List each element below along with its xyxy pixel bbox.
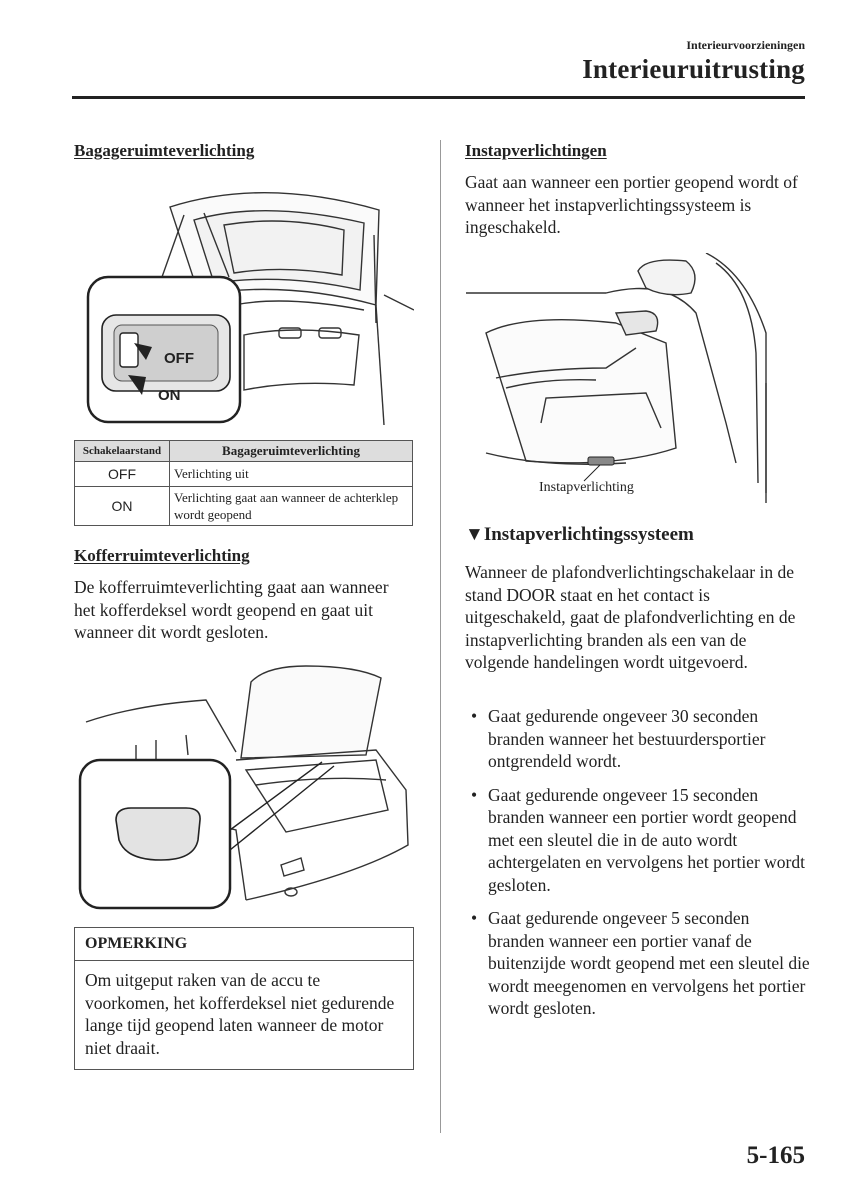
table-cell: ON bbox=[75, 487, 170, 526]
door-caption: Instapverlichting bbox=[539, 480, 634, 495]
list-item: • Gaat gedurende ongeveer 30 seconden branden wanneer het bestuurdersportier ontgrendeld wordt. bbox=[465, 705, 810, 773]
off-label: OFF bbox=[164, 350, 194, 367]
table-cell: Verlichting uit bbox=[170, 462, 413, 487]
table-row bbox=[75, 462, 413, 487]
note-box bbox=[74, 927, 414, 1070]
system-heading-row bbox=[465, 524, 694, 546]
note-text: Om uitgeput raken van de accu te voorkomen, het kofferdeksel niet gedurende lange tijd geopend laten wanneer de motor niet draait. bbox=[85, 970, 395, 1058]
switch-position-table bbox=[74, 440, 413, 526]
list-item: • Gaat gedurende ongeveer 15 seconden branden wanneer een portier wordt geopend met een sleutel die in de auto wordt achtergelaten en vervolgens het portier wordt gesloten. bbox=[465, 784, 810, 897]
entry-paragraph: Gaat aan wanneer een portier geopend wordt of wanneer het instapverlichtingssysteem is ingeschakeld. bbox=[465, 172, 798, 237]
table-cell: Verlichting gaat aan wanneer de achterklep wordt geopend bbox=[170, 487, 413, 526]
page-title: Interieuruitrusting bbox=[582, 54, 805, 84]
luggage-heading: Bagageruimteverlichting bbox=[74, 141, 255, 160]
trunk-light-illustration bbox=[76, 660, 416, 910]
triangle-down-icon: ▼ bbox=[465, 524, 484, 545]
on-label: ON bbox=[158, 387, 181, 404]
trunk-paragraph: De kofferruimteverlichting gaat aan wanneer het kofferdeksel wordt geopend en gaat uit wanneer dit wordt gesloten. bbox=[74, 577, 389, 642]
trunk-heading: Kofferruimteverlichting bbox=[74, 546, 250, 565]
section-label: Interieurvoorzieningen bbox=[686, 38, 805, 52]
table-cell: OFF bbox=[75, 462, 170, 487]
column-divider bbox=[440, 140, 441, 1133]
system-heading: Instapverlichtingssysteem bbox=[483, 524, 694, 545]
door-illustration bbox=[466, 253, 806, 503]
list-item: • Gaat gedurende ongeveer 5 seconden branden wanneer een portier vanaf de buitenzijde wordt geopend met een sleutel die wordt meegenomen en vervolgens het portier wordt gesloten. bbox=[465, 907, 810, 1020]
page-number: 5-165 bbox=[746, 1142, 805, 1169]
system-paragraph: Wanneer de plafondverlichtingschakelaar in de stand DOOR staat en het contact is uitgeschakeld, gaat de plafondverlichting en de instapverlichting branden als een van de volgende handelingen wordt uitgevoerd. bbox=[465, 562, 796, 672]
entry-heading: Instapverlichtingen bbox=[465, 141, 607, 160]
bullet-list bbox=[465, 705, 810, 1031]
header-rule bbox=[72, 96, 805, 99]
table-header: Bagageruimteverlichting bbox=[170, 441, 413, 462]
table-row bbox=[75, 487, 413, 526]
note-title: OPMERKING bbox=[75, 928, 413, 961]
luggage-light-illustration bbox=[84, 185, 414, 425]
table-header: Schakelaarstand bbox=[75, 441, 170, 462]
